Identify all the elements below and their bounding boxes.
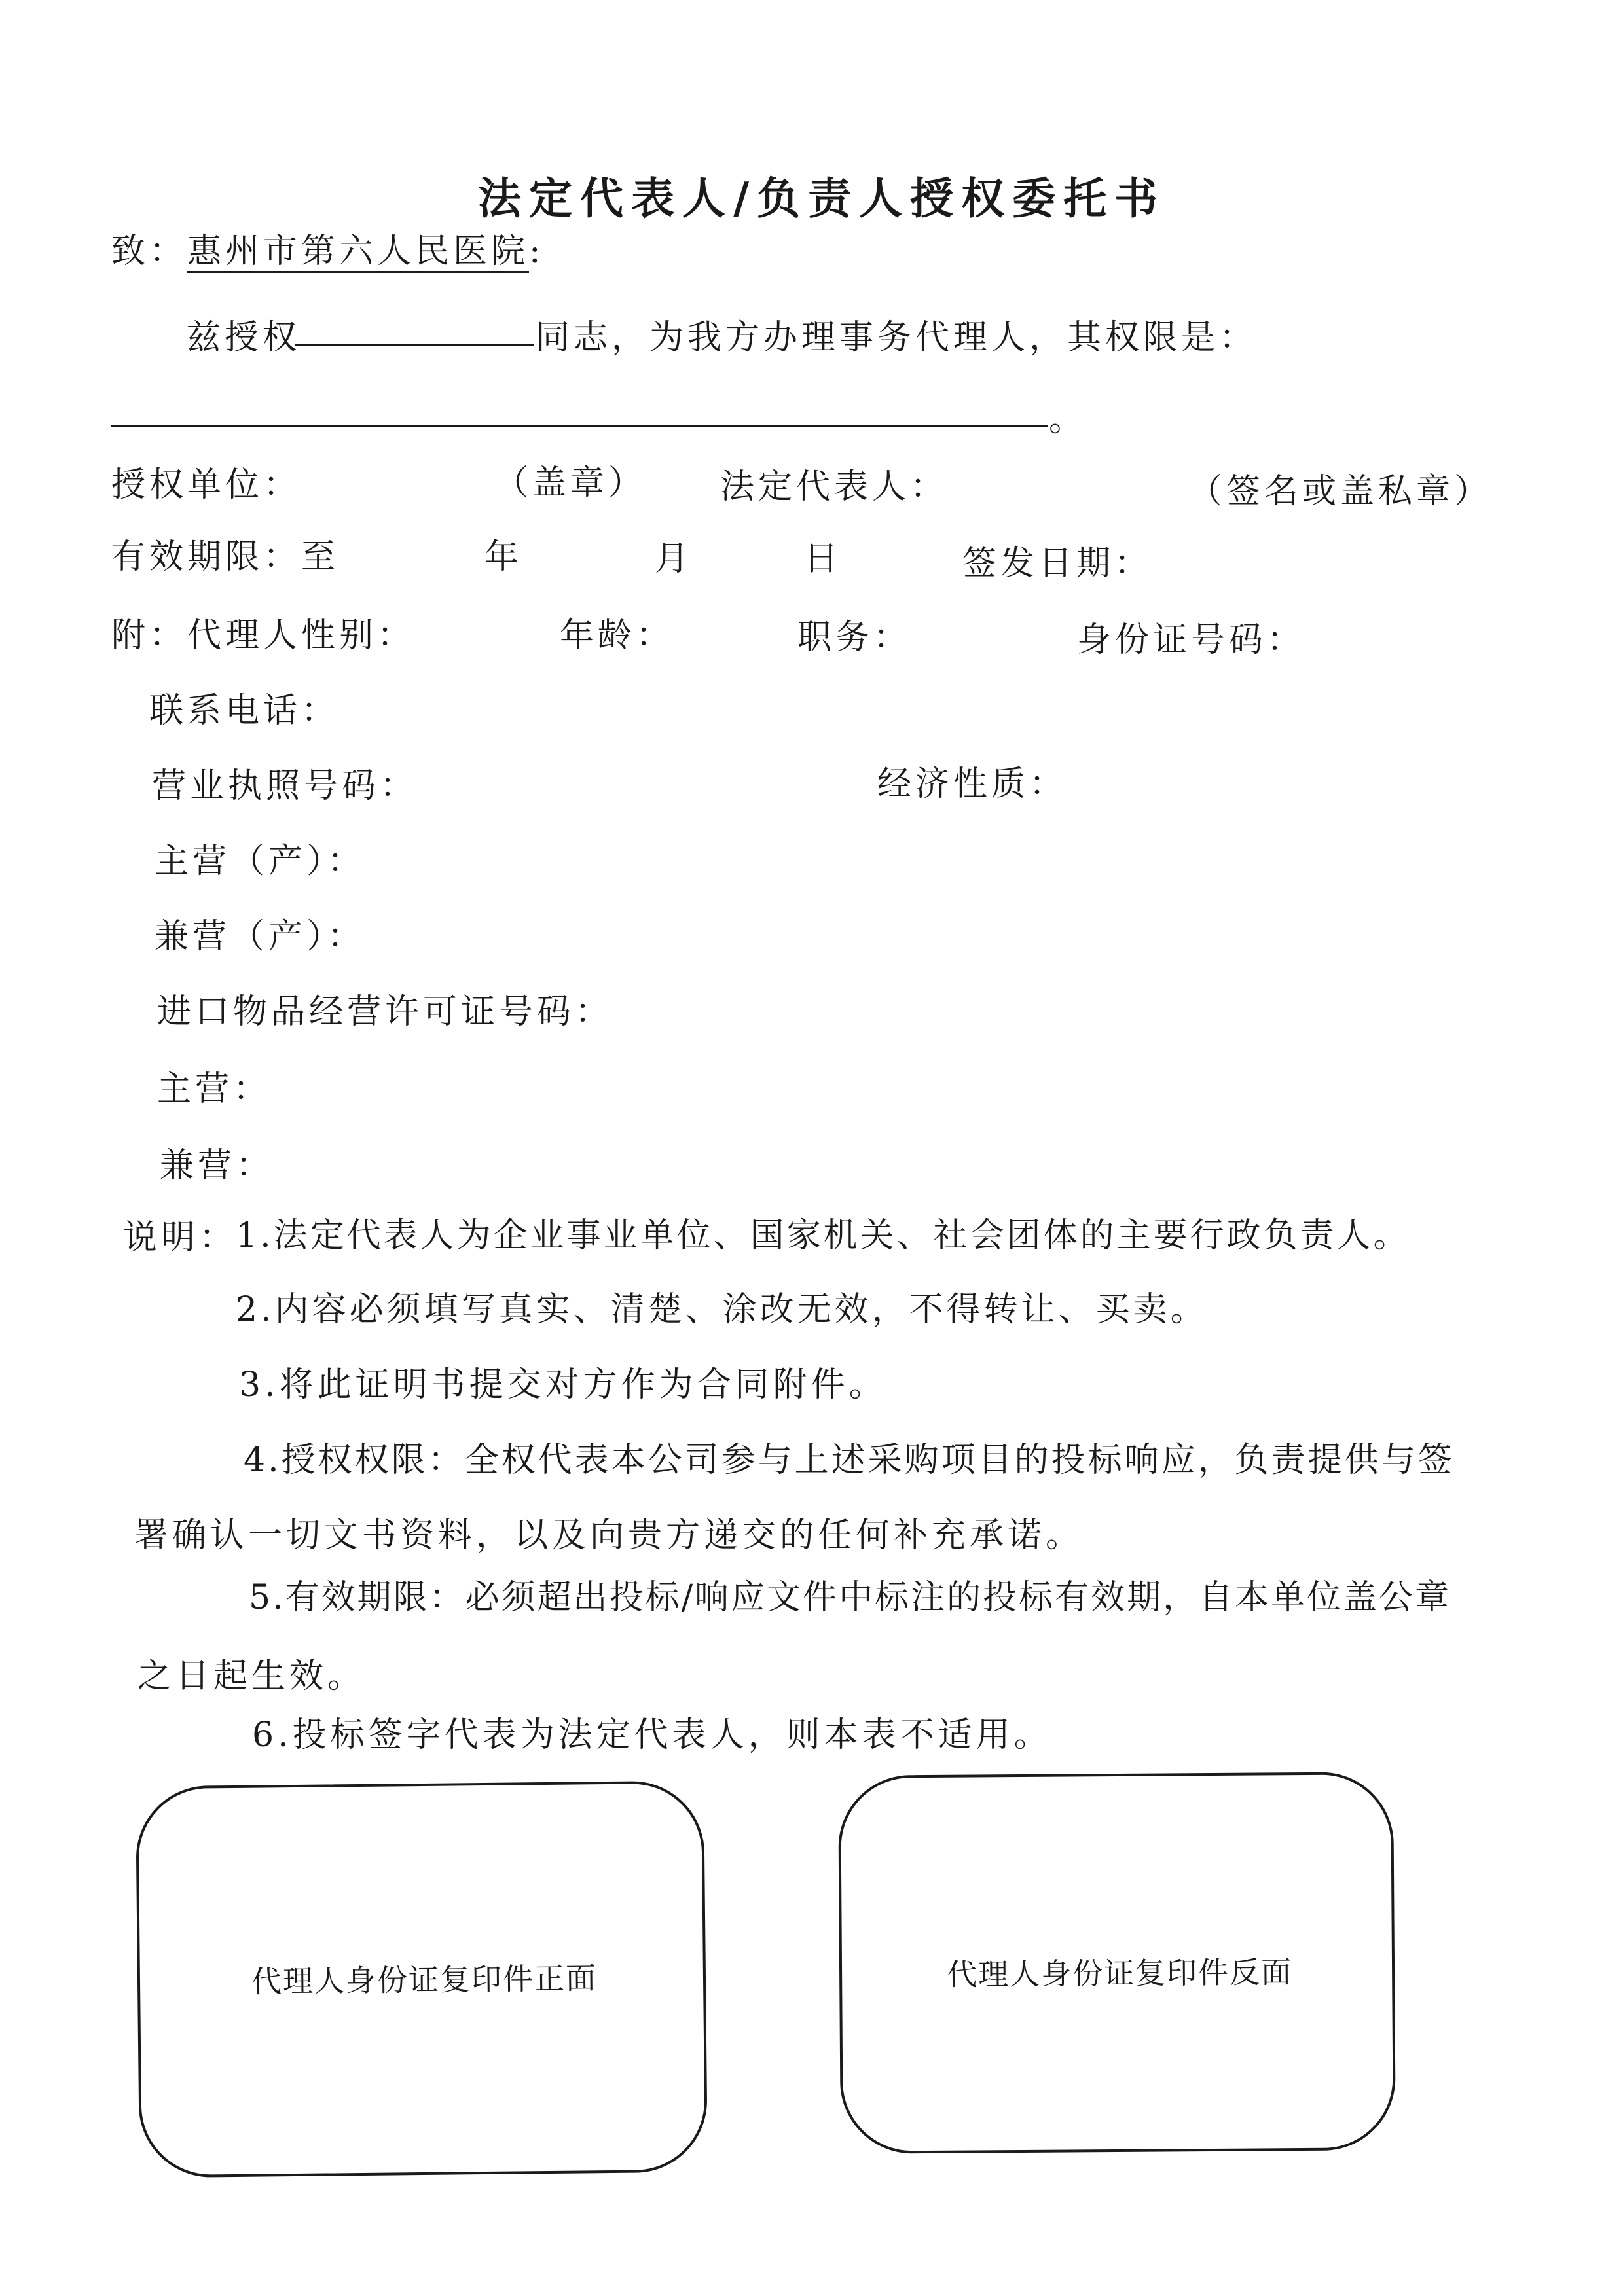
- agent-position-label: 职务：: [797, 618, 912, 657]
- recipient-prefix: 致：: [111, 232, 188, 271]
- notes-heading: 说明：: [123, 1218, 238, 1257]
- agent-gender-label: 附：代理人性别：: [111, 616, 416, 655]
- note-6: 6.投标签字代表为法定代表人，则本表不适用。: [252, 1715, 1052, 1755]
- side-business-label: 兼营（产）：: [155, 917, 366, 956]
- scope-blank[interactable]: [111, 425, 1048, 427]
- note-3: 3.将此证明书提交对方作为合同附件。: [239, 1365, 887, 1405]
- agent-age-label: 年龄：: [560, 616, 674, 655]
- note-4a: 4.授权权限：全权代表本公司参与上述采购项目的投标响应，负责提供与签: [244, 1441, 1455, 1480]
- issue-date-label: 签发日期：: [962, 544, 1153, 583]
- validity-day: 日: [804, 539, 843, 579]
- import-main-label: 主营：: [157, 1069, 272, 1109]
- main-business-label: 主营（产）：: [155, 842, 366, 881]
- business-license-label: 营业执照号码：: [152, 766, 418, 806]
- validity-label: 有效期限：至: [111, 537, 340, 577]
- legal-rep-label: 法定代表人：: [720, 467, 949, 507]
- note-4b: 署确认一切文书资料，以及向贵方递交的任何补充承诺。: [134, 1516, 1084, 1555]
- note-5a: 5.有效期限：必须超出投标/响应文件中标注的投标有效期，自本单位盖公章: [249, 1578, 1451, 1617]
- validity-month: 月: [655, 539, 693, 579]
- note-2: 2.内容必须填写真实、清楚、涂改无效，不得转让、买卖。: [236, 1290, 1208, 1329]
- agent-name-blank[interactable]: [295, 344, 534, 346]
- validity-year: 年: [484, 537, 523, 577]
- id-front-label: 代理人身份证复印件正面: [251, 1960, 598, 2000]
- id-front-box: [136, 1780, 708, 2178]
- recipient-suffix: :: [529, 232, 545, 271]
- authorizing-unit-label: 授权单位：: [111, 465, 302, 505]
- authorize-before: 兹授权: [187, 318, 301, 357]
- seal-label: （盖章）: [494, 463, 647, 503]
- import-license-label: 进口物品经营许可证号码：: [157, 992, 613, 1031]
- sign-label: （签名或盖私章）: [1188, 472, 1493, 511]
- authorize-after: 同志，为我方办理事务代理人，其权限是：: [536, 318, 1258, 357]
- note-1: 1.法定代表人为企业事业单位、国家机关、社会团体的主要行政负责人。: [236, 1216, 1410, 1255]
- id-back-box: [838, 1772, 1396, 2154]
- recipient-name: 惠州市第六人民医院: [187, 232, 529, 273]
- import-side-label: 兼营：: [160, 1146, 274, 1185]
- agent-id-label: 身份证号码：: [1077, 620, 1305, 660]
- scope-end: 。: [1049, 400, 1087, 439]
- note-5b: 之日起生效。: [137, 1657, 366, 1696]
- recipient-line: [111, 232, 545, 271]
- document-title: 法定代表人/负责人授权委托书: [478, 173, 1166, 224]
- id-back-label: 代理人身份证复印件反面: [946, 1954, 1293, 1992]
- economic-nature-label: 经济性质：: [877, 764, 1068, 804]
- phone-label: 联系电话：: [149, 691, 340, 730]
